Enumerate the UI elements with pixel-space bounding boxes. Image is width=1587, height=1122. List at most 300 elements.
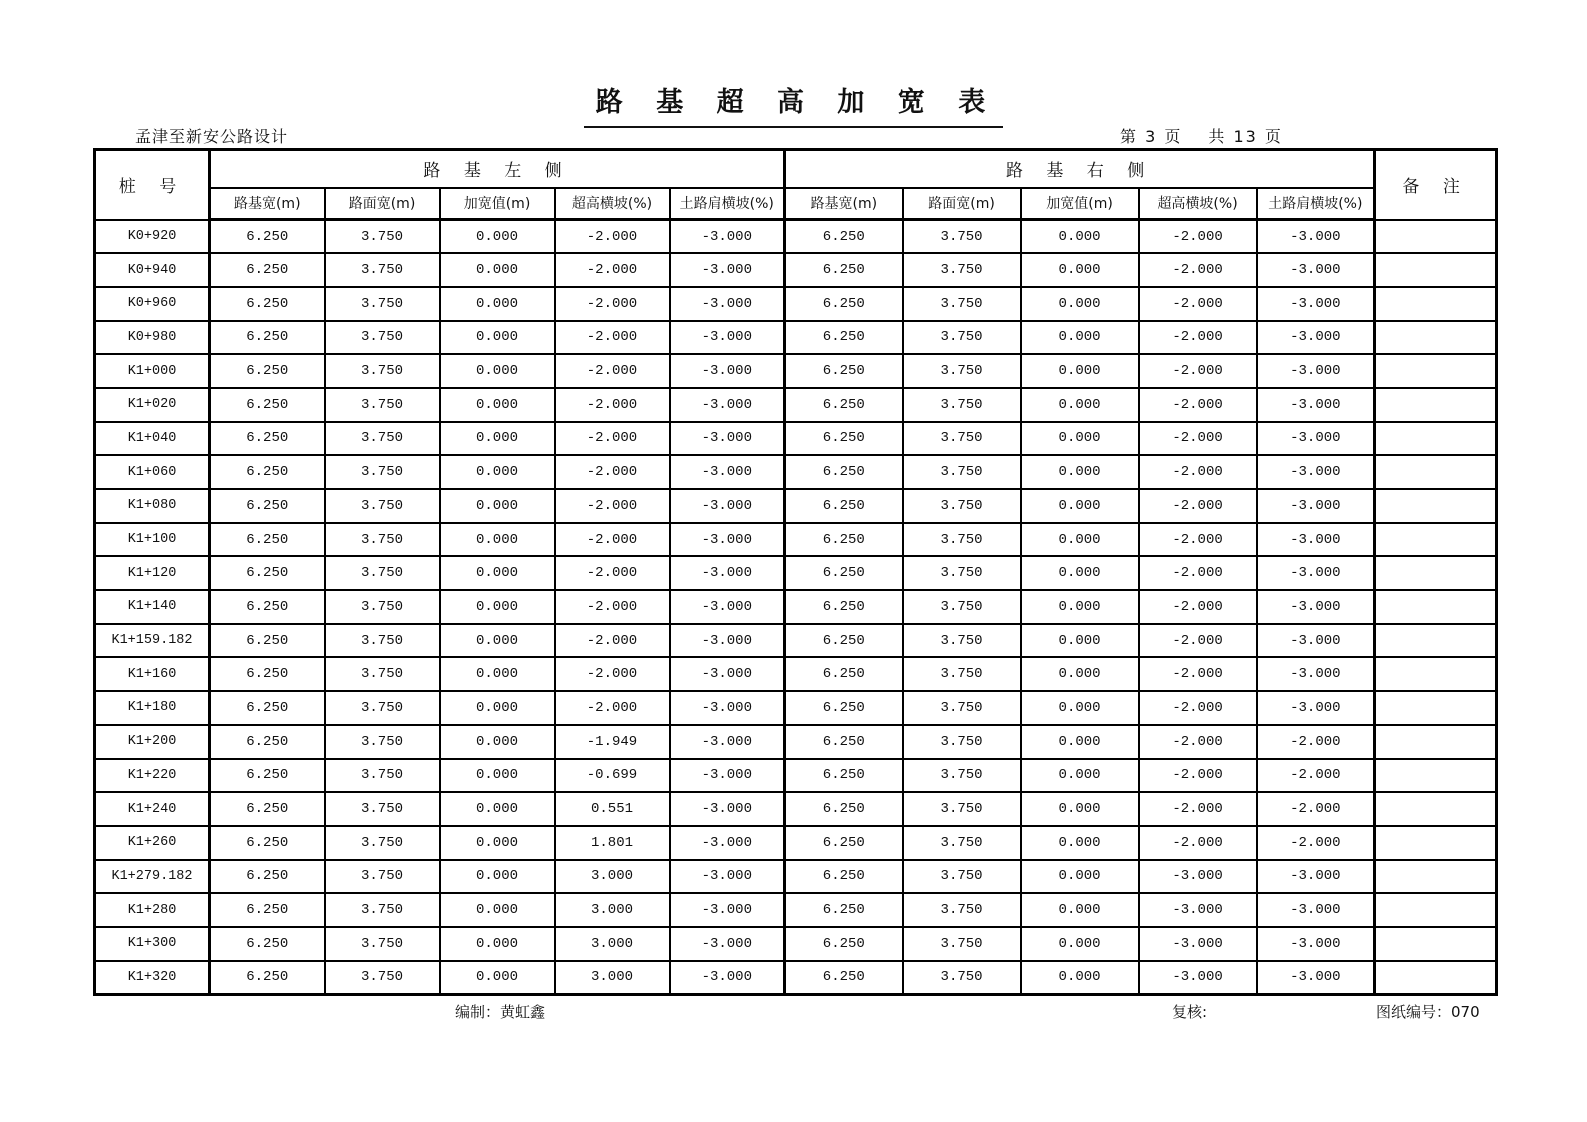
- remark-cell: [1375, 422, 1497, 456]
- table-row: [95, 893, 1497, 927]
- value-cell: 6.250: [785, 220, 903, 254]
- station-cell: K1+260: [95, 826, 210, 860]
- value-cell: 3.750: [903, 321, 1021, 355]
- value-cell: -2.000: [555, 556, 670, 590]
- value-cell: 3.750: [903, 287, 1021, 321]
- table-row: [95, 523, 1497, 557]
- value-cell: 3.750: [325, 455, 440, 489]
- value-cell: 0.000: [1021, 422, 1139, 456]
- value-cell: -2.000: [555, 590, 670, 624]
- value-cell: -3.000: [670, 927, 785, 961]
- value-cell: 3.750: [325, 422, 440, 456]
- value-cell: -3.000: [670, 657, 785, 691]
- value-cell: 0.000: [440, 321, 555, 355]
- station-cell: K1+180: [95, 691, 210, 725]
- value-cell: 3.750: [325, 523, 440, 557]
- value-cell: 0.000: [440, 759, 555, 793]
- value-cell: -3.000: [670, 759, 785, 793]
- value-cell: 3.750: [903, 422, 1021, 456]
- value-cell: -3.000: [1257, 691, 1375, 725]
- value-cell: -3.000: [1257, 489, 1375, 523]
- value-cell: 0.000: [440, 556, 555, 590]
- remark-column-header: 备 注: [1375, 150, 1497, 220]
- table-row: [95, 455, 1497, 489]
- table-row: [95, 253, 1497, 287]
- value-cell: -2.000: [1139, 725, 1257, 759]
- value-cell: -2.000: [555, 220, 670, 254]
- station-cell: K1+100: [95, 523, 210, 557]
- value-cell: -3.000: [1257, 321, 1375, 355]
- remark-cell: [1375, 759, 1497, 793]
- value-cell: 0.000: [1021, 556, 1139, 590]
- value-cell: 0.000: [1021, 860, 1139, 894]
- value-cell: 0.000: [1021, 759, 1139, 793]
- value-cell: 3.750: [903, 961, 1021, 995]
- value-cell: -3.000: [1257, 455, 1375, 489]
- page-current: 第 3 页: [1120, 127, 1183, 146]
- remark-cell: [1375, 691, 1497, 725]
- header-sub-row: [95, 188, 1497, 220]
- table-row: [95, 388, 1497, 422]
- station-cell: K1+000: [95, 354, 210, 388]
- value-cell: 3.750: [325, 961, 440, 995]
- value-cell: 0.000: [440, 220, 555, 254]
- value-cell: -3.000: [1257, 657, 1375, 691]
- value-cell: 3.750: [325, 354, 440, 388]
- value-cell: 6.250: [785, 590, 903, 624]
- value-cell: -2.000: [555, 287, 670, 321]
- value-cell: 3.750: [903, 388, 1021, 422]
- value-cell: 3.750: [325, 489, 440, 523]
- table-row: [95, 826, 1497, 860]
- value-cell: 6.250: [210, 826, 325, 860]
- value-cell: -3.000: [670, 961, 785, 995]
- value-cell: -3.000: [1257, 523, 1375, 557]
- value-cell: 3.750: [903, 354, 1021, 388]
- value-cell: -3.000: [1257, 287, 1375, 321]
- value-cell: 6.250: [785, 422, 903, 456]
- value-cell: 6.250: [210, 759, 325, 793]
- value-cell: 0.000: [440, 657, 555, 691]
- value-cell: 3.750: [325, 287, 440, 321]
- value-cell: -3.000: [670, 388, 785, 422]
- table-body: [95, 220, 1497, 995]
- value-cell: 0.000: [1021, 253, 1139, 287]
- value-cell: -2.000: [1139, 691, 1257, 725]
- value-cell: 6.250: [210, 725, 325, 759]
- value-cell: 0.000: [440, 489, 555, 523]
- value-cell: 0.000: [1021, 657, 1139, 691]
- value-cell: 3.750: [325, 590, 440, 624]
- value-cell: -3.000: [670, 422, 785, 456]
- value-cell: 0.000: [1021, 321, 1139, 355]
- value-cell: 0.000: [440, 523, 555, 557]
- value-cell: 6.250: [210, 220, 325, 254]
- value-cell: 3.750: [325, 220, 440, 254]
- station-cell: K1+300: [95, 927, 210, 961]
- value-cell: -2.000: [555, 388, 670, 422]
- remark-cell: [1375, 455, 1497, 489]
- value-cell: -2.000: [1257, 759, 1375, 793]
- value-cell: 3.750: [903, 759, 1021, 793]
- value-cell: 3.750: [903, 927, 1021, 961]
- value-cell: 3.750: [903, 826, 1021, 860]
- value-cell: 3.750: [903, 624, 1021, 658]
- value-cell: 3.750: [325, 657, 440, 691]
- value-cell: -3.000: [670, 792, 785, 826]
- value-cell: 6.250: [785, 927, 903, 961]
- value-cell: 6.250: [210, 489, 325, 523]
- table-row: [95, 860, 1497, 894]
- value-cell: 0.000: [440, 725, 555, 759]
- value-cell: 3.000: [555, 961, 670, 995]
- value-cell: 0.000: [440, 388, 555, 422]
- value-cell: 3.750: [903, 556, 1021, 590]
- value-cell: -3.000: [670, 489, 785, 523]
- value-cell: 0.000: [1021, 961, 1139, 995]
- value-cell: -3.000: [670, 860, 785, 894]
- station-cell: K1+240: [95, 792, 210, 826]
- table-row: [95, 422, 1497, 456]
- value-cell: -2.000: [555, 455, 670, 489]
- value-cell: 0.000: [1021, 354, 1139, 388]
- value-cell: 6.250: [210, 657, 325, 691]
- value-cell: 6.250: [210, 455, 325, 489]
- value-cell: 3.750: [325, 826, 440, 860]
- remark-cell: [1375, 220, 1497, 254]
- table-row: [95, 590, 1497, 624]
- value-cell: -3.000: [670, 253, 785, 287]
- value-cell: -3.000: [670, 893, 785, 927]
- col-header-left-4: 土路肩横坡(%): [670, 188, 785, 220]
- value-cell: 0.000: [440, 253, 555, 287]
- col-header-right-4: 土路肩横坡(%): [1257, 188, 1375, 220]
- table-row: [95, 792, 1497, 826]
- station-cell: K1+159.182: [95, 624, 210, 658]
- value-cell: -2.000: [1139, 220, 1257, 254]
- value-cell: 0.000: [1021, 826, 1139, 860]
- station-cell: K0+920: [95, 220, 210, 254]
- value-cell: 1.801: [555, 826, 670, 860]
- value-cell: -2.000: [555, 489, 670, 523]
- value-cell: 6.250: [210, 388, 325, 422]
- value-cell: 0.000: [1021, 523, 1139, 557]
- value-cell: 3.750: [325, 792, 440, 826]
- value-cell: 3.750: [903, 220, 1021, 254]
- station-cell: K1+200: [95, 725, 210, 759]
- value-cell: 3.750: [903, 455, 1021, 489]
- value-cell: -3.000: [1257, 220, 1375, 254]
- value-cell: 6.250: [785, 759, 903, 793]
- value-cell: -3.000: [670, 287, 785, 321]
- value-cell: -2.000: [1257, 725, 1375, 759]
- value-cell: 6.250: [785, 388, 903, 422]
- table-row: [95, 691, 1497, 725]
- value-cell: 6.250: [210, 691, 325, 725]
- value-cell: 3.750: [325, 691, 440, 725]
- value-cell: -2.000: [1139, 523, 1257, 557]
- remark-cell: [1375, 556, 1497, 590]
- value-cell: 6.250: [785, 893, 903, 927]
- value-cell: 0.000: [440, 961, 555, 995]
- remark-cell: [1375, 725, 1497, 759]
- value-cell: 6.250: [210, 860, 325, 894]
- header-group-row: [95, 150, 1497, 188]
- page-total: 共 13 页: [1208, 127, 1283, 146]
- value-cell: -3.000: [670, 826, 785, 860]
- value-cell: 6.250: [210, 321, 325, 355]
- value-cell: 3.000: [555, 927, 670, 961]
- value-cell: -2.000: [555, 691, 670, 725]
- remark-cell: [1375, 893, 1497, 927]
- remark-cell: [1375, 388, 1497, 422]
- value-cell: 0.000: [1021, 792, 1139, 826]
- table-row: [95, 489, 1497, 523]
- value-cell: 6.250: [785, 624, 903, 658]
- value-cell: -3.000: [1139, 961, 1257, 995]
- value-cell: -3.000: [670, 354, 785, 388]
- value-cell: 6.250: [785, 657, 903, 691]
- table-row: [95, 961, 1497, 995]
- value-cell: 0.000: [440, 354, 555, 388]
- value-cell: 0.000: [1021, 489, 1139, 523]
- value-cell: -2.000: [1139, 657, 1257, 691]
- value-cell: 6.250: [785, 691, 903, 725]
- col-header-left-1: 路面宽(m): [325, 188, 440, 220]
- value-cell: -3.000: [670, 624, 785, 658]
- value-cell: -3.000: [670, 220, 785, 254]
- remark-cell: [1375, 489, 1497, 523]
- remark-cell: [1375, 826, 1497, 860]
- value-cell: 0.000: [1021, 624, 1139, 658]
- remark-cell: [1375, 657, 1497, 691]
- value-cell: -2.000: [555, 422, 670, 456]
- table-row: [95, 354, 1497, 388]
- value-cell: 0.000: [1021, 287, 1139, 321]
- remark-cell: [1375, 321, 1497, 355]
- remark-cell: [1375, 590, 1497, 624]
- value-cell: 3.750: [903, 691, 1021, 725]
- value-cell: 0.000: [440, 624, 555, 658]
- value-cell: 6.250: [210, 624, 325, 658]
- table-row: [95, 927, 1497, 961]
- value-cell: 6.250: [210, 556, 325, 590]
- table-row: [95, 556, 1497, 590]
- value-cell: 3.750: [903, 523, 1021, 557]
- value-cell: -2.000: [555, 253, 670, 287]
- value-cell: 6.250: [785, 826, 903, 860]
- station-cell: K1+060: [95, 455, 210, 489]
- station-cell: K1+280: [95, 893, 210, 927]
- superelevation-widening-table: [93, 148, 1498, 996]
- value-cell: 0.000: [440, 691, 555, 725]
- value-cell: -3.000: [1257, 860, 1375, 894]
- value-cell: -3.000: [1257, 253, 1375, 287]
- value-cell: 3.750: [903, 893, 1021, 927]
- value-cell: 0.000: [440, 287, 555, 321]
- value-cell: 0.000: [1021, 388, 1139, 422]
- value-cell: 6.250: [210, 253, 325, 287]
- value-cell: 3.750: [903, 792, 1021, 826]
- value-cell: 3.750: [325, 927, 440, 961]
- value-cell: 3.750: [903, 860, 1021, 894]
- table-row: [95, 287, 1497, 321]
- value-cell: 3.750: [325, 725, 440, 759]
- value-cell: 3.750: [325, 893, 440, 927]
- value-cell: -3.000: [670, 455, 785, 489]
- remark-cell: [1375, 253, 1497, 287]
- value-cell: -3.000: [1257, 624, 1375, 658]
- value-cell: -3.000: [1257, 893, 1375, 927]
- value-cell: -2.000: [1139, 455, 1257, 489]
- value-cell: 0.000: [440, 422, 555, 456]
- value-cell: -3.000: [670, 590, 785, 624]
- remark-cell: [1375, 354, 1497, 388]
- drawing-number-label: 图纸编号：070: [1376, 1003, 1480, 1021]
- value-cell: 0.000: [440, 860, 555, 894]
- value-cell: 3.750: [325, 860, 440, 894]
- station-cell: K1+040: [95, 422, 210, 456]
- value-cell: -2.000: [1139, 624, 1257, 658]
- value-cell: -2.000: [1139, 792, 1257, 826]
- remark-cell: [1375, 860, 1497, 894]
- value-cell: -3.000: [1257, 556, 1375, 590]
- value-cell: 6.250: [210, 422, 325, 456]
- value-cell: -3.000: [1257, 590, 1375, 624]
- value-cell: -1.949: [555, 725, 670, 759]
- value-cell: -2.000: [1139, 590, 1257, 624]
- station-cell: K0+960: [95, 287, 210, 321]
- value-cell: 3.750: [903, 590, 1021, 624]
- value-cell: 6.250: [210, 287, 325, 321]
- value-cell: 6.250: [210, 354, 325, 388]
- table-row: [95, 725, 1497, 759]
- value-cell: 0.000: [440, 590, 555, 624]
- station-cell: K1+320: [95, 961, 210, 995]
- remark-cell: [1375, 792, 1497, 826]
- table-row: [95, 657, 1497, 691]
- value-cell: 6.250: [785, 253, 903, 287]
- station-cell: K1+140: [95, 590, 210, 624]
- value-cell: 3.750: [903, 253, 1021, 287]
- value-cell: 6.250: [210, 893, 325, 927]
- station-cell: K1+080: [95, 489, 210, 523]
- station-cell: K1+020: [95, 388, 210, 422]
- col-header-right-1: 路面宽(m): [903, 188, 1021, 220]
- value-cell: 0.000: [440, 792, 555, 826]
- value-cell: 3.750: [325, 759, 440, 793]
- value-cell: -2.000: [1257, 826, 1375, 860]
- value-cell: 6.250: [210, 961, 325, 995]
- value-cell: -3.000: [670, 725, 785, 759]
- value-cell: 6.250: [210, 590, 325, 624]
- value-cell: -3.000: [670, 556, 785, 590]
- value-cell: -3.000: [1257, 927, 1375, 961]
- value-cell: -2.000: [1139, 354, 1257, 388]
- value-cell: 0.551: [555, 792, 670, 826]
- value-cell: 0.000: [1021, 455, 1139, 489]
- col-header-right-3: 超高横坡(%): [1139, 188, 1257, 220]
- value-cell: 6.250: [785, 860, 903, 894]
- group-header-right-side: 路 基 右 侧: [785, 150, 1375, 188]
- value-cell: -2.000: [1139, 489, 1257, 523]
- value-cell: 3.750: [325, 624, 440, 658]
- value-cell: 3.750: [903, 657, 1021, 691]
- value-cell: 0.000: [440, 826, 555, 860]
- value-cell: 3.750: [903, 489, 1021, 523]
- col-header-left-2: 加宽值(m): [440, 188, 555, 220]
- value-cell: -2.000: [1139, 388, 1257, 422]
- value-cell: -3.000: [1257, 961, 1375, 995]
- value-cell: 6.250: [210, 523, 325, 557]
- value-cell: -2.000: [1139, 826, 1257, 860]
- value-cell: -3.000: [670, 523, 785, 557]
- value-cell: 6.250: [785, 556, 903, 590]
- value-cell: -3.000: [670, 321, 785, 355]
- value-cell: -2.000: [555, 354, 670, 388]
- value-cell: 6.250: [785, 321, 903, 355]
- value-cell: -2.000: [555, 321, 670, 355]
- col-header-right-2: 加宽值(m): [1021, 188, 1139, 220]
- value-cell: 6.250: [210, 927, 325, 961]
- value-cell: 6.250: [210, 792, 325, 826]
- station-cell: K1+279.182: [95, 860, 210, 894]
- value-cell: -0.699: [555, 759, 670, 793]
- value-cell: 0.000: [1021, 725, 1139, 759]
- value-cell: -2.000: [1139, 759, 1257, 793]
- value-cell: 3.750: [325, 556, 440, 590]
- value-cell: 0.000: [1021, 927, 1139, 961]
- value-cell: 6.250: [785, 725, 903, 759]
- value-cell: 6.250: [785, 354, 903, 388]
- remark-cell: [1375, 624, 1497, 658]
- value-cell: 6.250: [785, 961, 903, 995]
- sheet-title-wrap: [0, 80, 1587, 128]
- value-cell: -3.000: [1257, 354, 1375, 388]
- remark-cell: [1375, 523, 1497, 557]
- col-header-left-0: 路基宽(m): [210, 188, 325, 220]
- reviewed-by-label: 复核:: [1172, 1003, 1208, 1021]
- group-header-left-side: 路 基 左 侧: [210, 150, 785, 188]
- value-cell: -3.000: [670, 691, 785, 725]
- value-cell: 0.000: [440, 455, 555, 489]
- value-cell: 3.750: [903, 725, 1021, 759]
- value-cell: 3.000: [555, 860, 670, 894]
- value-cell: 3.750: [325, 253, 440, 287]
- value-cell: 6.250: [785, 792, 903, 826]
- value-cell: -3.000: [1257, 388, 1375, 422]
- station-cell: K1+220: [95, 759, 210, 793]
- value-cell: -2.000: [1139, 253, 1257, 287]
- col-header-left-3: 超高横坡(%): [555, 188, 670, 220]
- value-cell: 6.250: [785, 523, 903, 557]
- value-cell: -3.000: [1257, 422, 1375, 456]
- value-cell: -3.000: [1139, 893, 1257, 927]
- value-cell: 6.250: [785, 455, 903, 489]
- value-cell: -2.000: [555, 624, 670, 658]
- remark-cell: [1375, 287, 1497, 321]
- station-cell: K0+940: [95, 253, 210, 287]
- value-cell: -2.000: [1139, 556, 1257, 590]
- value-cell: 0.000: [1021, 590, 1139, 624]
- value-cell: -2.000: [1257, 792, 1375, 826]
- info-row: [0, 124, 1587, 146]
- value-cell: 0.000: [440, 927, 555, 961]
- value-cell: -2.000: [1139, 321, 1257, 355]
- col-header-right-0: 路基宽(m): [785, 188, 903, 220]
- value-cell: 0.000: [1021, 220, 1139, 254]
- value-cell: 6.250: [785, 489, 903, 523]
